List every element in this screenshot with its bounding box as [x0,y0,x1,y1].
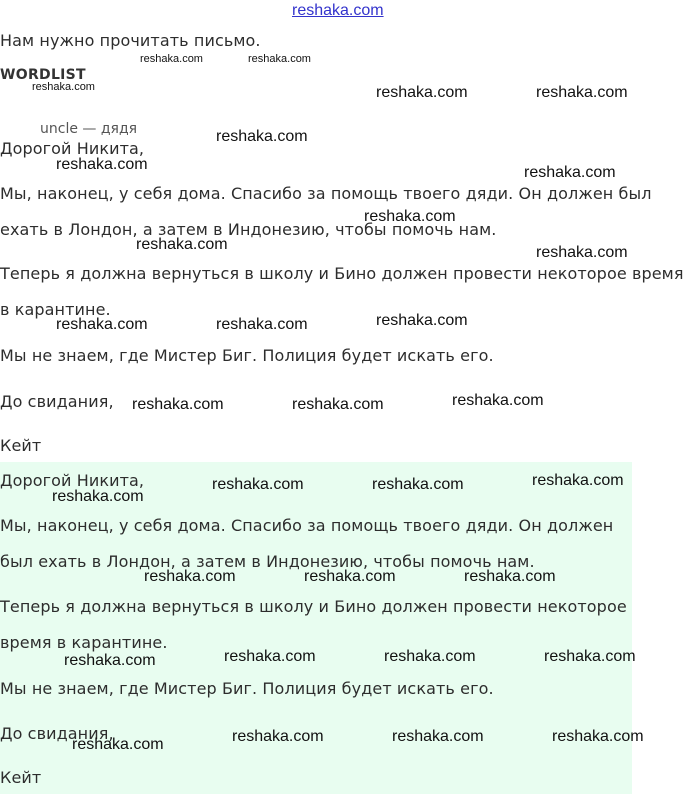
wordlist-entry [40,118,138,137]
letter-line-2: ехать в Лондон, а затем в Индонезию, чтобы помочь нам. [0,220,497,239]
watermark: reshaka.com [224,648,316,665]
watermark: reshaka.com [216,316,308,333]
translation-signature: Кейт [0,768,42,787]
translation-line-3: Теперь я должна вернуться в школу и Бино должен провести некоторое [0,597,627,616]
letter-signature: Кейт [0,436,42,455]
watermark: reshaka.com [452,392,544,409]
wordlist-entry-text: uncle — дядя [40,121,138,137]
watermark: reshaka.com [32,81,95,93]
watermark: reshaka.com [56,316,148,333]
watermark: reshaka.com [372,476,464,493]
watermark: reshaka.com [304,568,396,585]
header-watermark-link[interactable]: reshaka.com [292,2,384,19]
watermark: reshaka.com [212,476,304,493]
translation-greeting: Дорогой Никита, [0,471,145,490]
translation-line-1: Мы, наконец, у себя дома. Спасибо за помощь твоего дяди. Он должен [0,516,614,535]
watermark: reshaka.com [532,472,624,489]
watermark: reshaka.com [376,312,468,329]
watermark: reshaka.com [292,396,384,413]
watermark: reshaka.com [248,53,311,65]
translation-line-4: время в карантине. [0,633,168,652]
watermark: reshaka.com [536,244,628,261]
watermark: reshaka.com [392,728,484,745]
letter-line-4: в карантине. [0,300,111,319]
letter-greeting: Дорогой Никита, [0,139,145,158]
translation-line-5: Мы не знаем, где Мистер Биг. Полиция будет искать его. [0,679,494,698]
watermark: reshaka.com [52,488,144,505]
watermark: reshaka.com [132,396,224,413]
translation-line-2: был ехать в Лондон, а затем в Индонезию, чтобы помочь нам. [0,552,535,571]
letter-line-1: Мы, наконец, у себя дома. Спасибо за помощь твоего дяди. Он должен был [0,184,652,203]
watermark: reshaka.com [64,652,156,669]
watermark: reshaka.com [72,736,164,753]
watermark: reshaka.com [552,728,644,745]
translation-closing: До свидания, [0,724,114,743]
watermark: reshaka.com [524,164,616,181]
letter-closing: До свидания, [0,392,114,411]
watermark: reshaka.com [232,728,324,745]
watermark: reshaka.com [376,84,468,101]
watermark: reshaka.com [544,648,636,665]
watermark: reshaka.com [136,236,228,253]
letter-line-3: Теперь я должна вернуться в школу и Бино должен провести некоторое время [0,264,684,283]
watermark: reshaka.com [384,648,476,665]
watermark: reshaka.com [140,53,203,65]
watermark: reshaka.com [364,208,456,225]
letter-line-5: Мы не знаем, где Мистер Биг. Полиция будет искать его. [0,346,494,365]
watermark: reshaka.com [56,156,148,173]
intro-text: Нам нужно прочитать письмо. [0,31,261,50]
watermark: reshaka.com [216,128,308,145]
watermark: reshaka.com [536,84,628,101]
watermark: reshaka.com [144,568,236,585]
wordlist-heading: WORDLIST [0,67,86,83]
watermark: reshaka.com [464,568,556,585]
